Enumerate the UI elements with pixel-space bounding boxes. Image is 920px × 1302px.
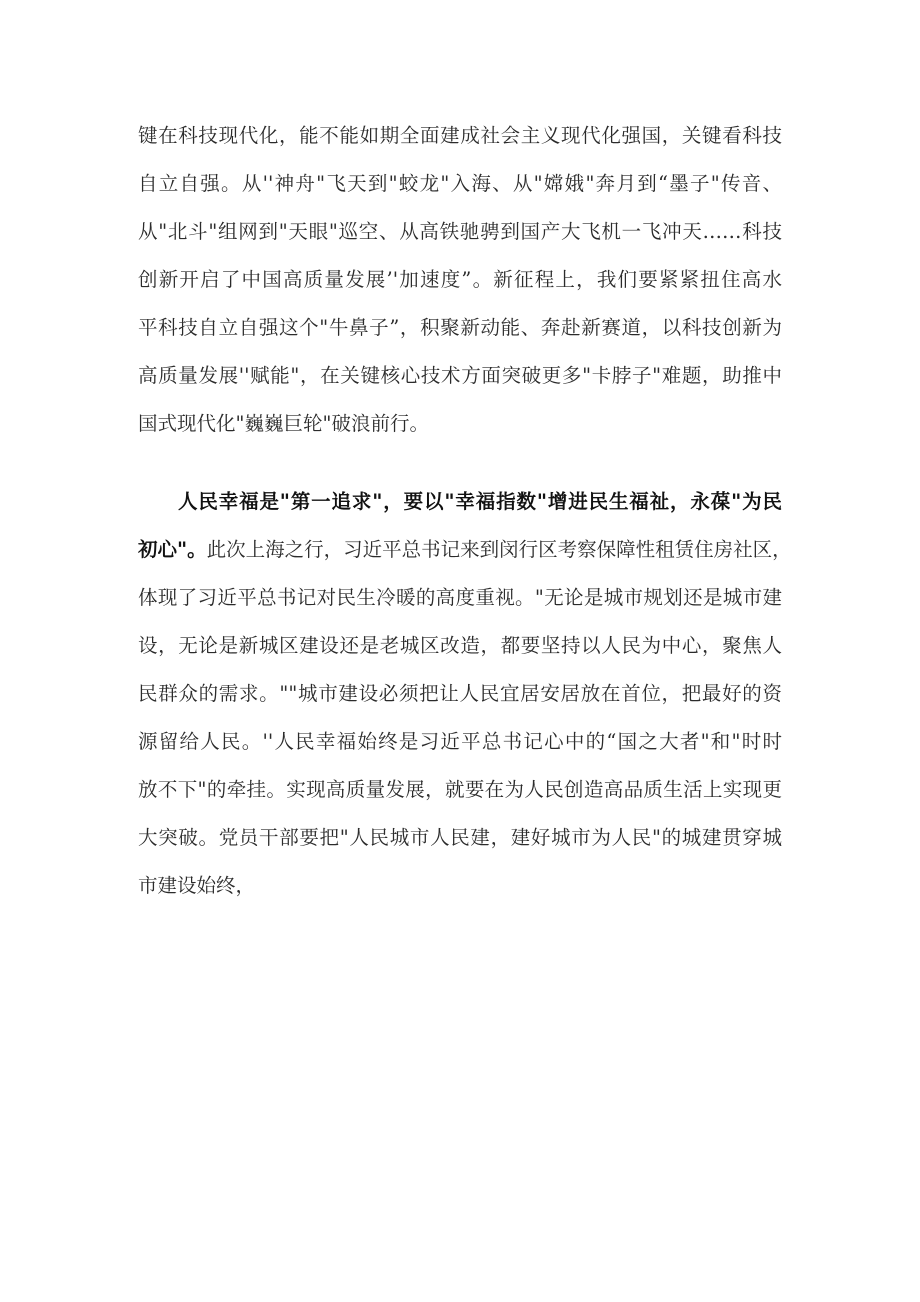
text-line: 源留给人民。''人民幸福始终是习近平总书记心中的“国之大者"和"时时 [138,730,782,753]
text-line: 大突破。党员干部要把"人民城市人民建，建好城市为人民"的城建贯穿城 [138,826,782,849]
text-line: 自立自强。从''神舟"飞天到"蛟龙"入海、从"嫦娥"奔月到“墨子"传音、 [138,172,782,195]
text-line: 平科技自立自强这个"牛鼻子”，积聚新动能、奔赴新赛道，以科技创新为 [138,316,782,339]
text-line: 民群众的需求。""城市建设必须把让人民宜居安居放在首位，把最好的资 [138,682,782,705]
text-line: 从"北斗"组网到"天眼"巡空、从高铁驰骋到国产大飞机一飞冲天……科技 [138,220,782,243]
text-line-mixed [138,526,792,574]
text-line: 国式现代化"巍巍巨轮"破浪前行。 [138,412,429,435]
paragraph-gap [138,448,782,478]
document-body [138,112,792,910]
text-line: 体现了习近平总书记对民生冷暖的高度重视。"无论是城市规划还是城市建 [138,586,782,609]
text-line: 放不下"的牵挂。实现高质量发展，就要在为人民创造高品质生活上实现更 [138,778,782,801]
text-line: 创新开启了中国高质量发展’'加速度”。新征程上，我们要紧紧扭住高水 [138,268,782,291]
text-line: 设，无论是新城区建设还是老城区改造，都要坚持以人民为中心，聚焦人 [138,634,782,657]
paragraph-heading-line: 人民幸福是"第一追求"，要以"幸福指数"增进民生福祉，永葆"为民 [178,490,782,513]
text-line: 市建设始终， [138,874,256,897]
text-line: 高质量发展''赋能"，在关键核心技术方面突破更多"卡脖子"难题，助推中 [138,364,782,387]
text-line: 键在科技现代化，能不能如期全面建成社会主义现代化强国，关键看科技 [138,124,782,147]
paragraph-heading-end: 初心"。 [138,538,207,561]
paragraph-1 [138,112,782,448]
text-run: 此次上海之行，习近平总书记来到闵行区考察保障性租赁住房社区， [206,538,792,561]
paragraph-2 [138,478,792,910]
